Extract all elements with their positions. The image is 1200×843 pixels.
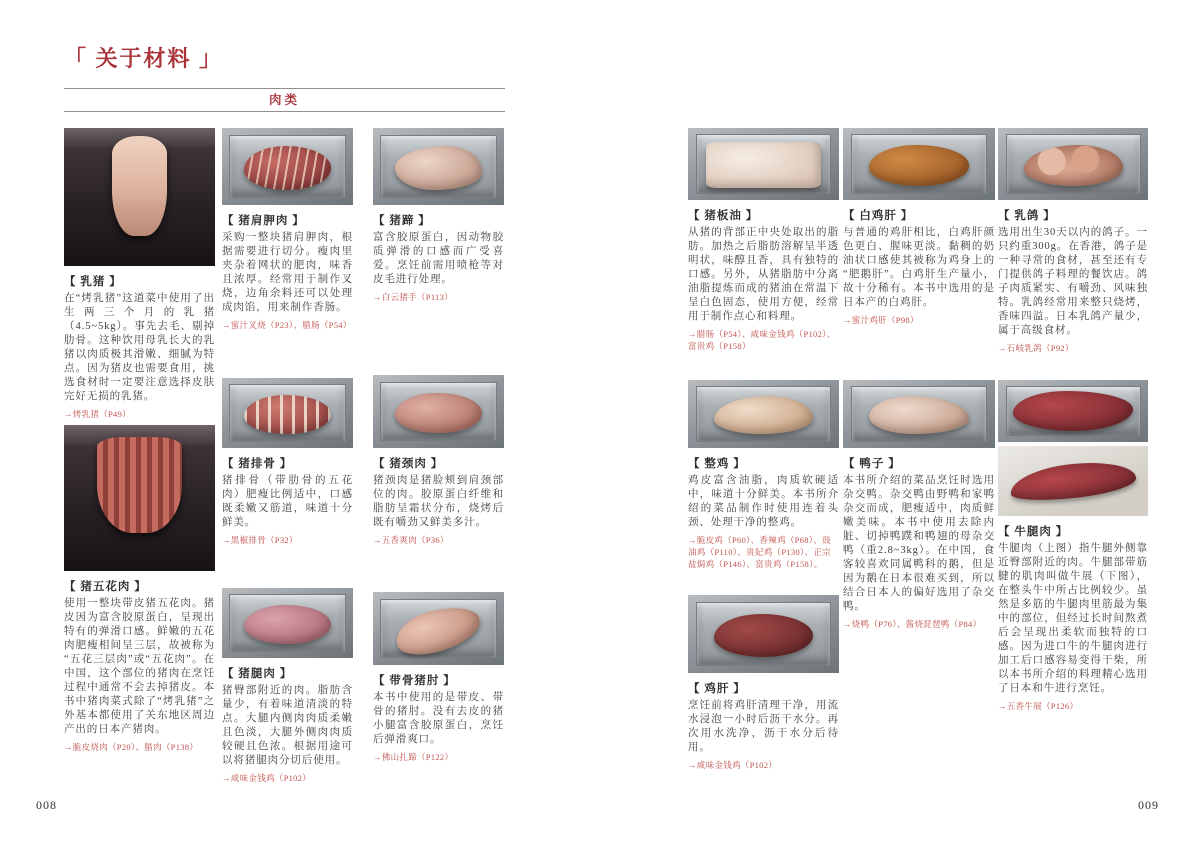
item-whole-chicken — [688, 380, 839, 595]
item-cross-reference: →蜜汁鸡肝（P98） — [843, 315, 919, 325]
photo-squabs — [998, 128, 1148, 200]
item-title: 【 猪排骨 】 — [222, 458, 293, 470]
photo-pork-leg — [222, 588, 353, 658]
item-squab — [998, 128, 1148, 380]
page-number-left: 008 — [36, 798, 57, 812]
item-cross-reference: →腊肠（P54）、咸味金钱鸡（P102）、富贵鸡（P158） — [688, 329, 836, 351]
page-title: 「 关于材料 」 — [64, 46, 224, 71]
item-title: 【 白鸡肝 】 — [843, 210, 914, 222]
item-cross-reference: →黑椒排骨（P32） — [222, 535, 298, 545]
item-title: 【 整鸡 】 — [688, 458, 746, 470]
item-body: 猪排骨（带肋骨的五花肉）肥瘦比例适中，口感既柔嫩又筋道，味道十分鲜美。 — [222, 475, 353, 528]
page-number-right: 009 — [1138, 798, 1159, 812]
photo-chicken-liver — [688, 595, 839, 673]
item-body: 在“烤乳猪”这道菜中使用了出生两三个月的乳猪（4.5~5kg）。事先去毛、剔掉肋骨。这种饮用母乳长大的乳猪以肉质极其滑嫩、细腻为特点。因为猪皮也需要食用，挑选食材时一定要注意选择皮肤完好无损的乳猪。 — [64, 293, 215, 402]
item-cross-reference: →石岐乳鸽（P92） — [998, 343, 1074, 353]
section-label: 肉类 — [268, 93, 300, 107]
item-body: 与普通的鸡肝相比，白鸡肝颜色更白、腥味更淡。黏稠的奶油状口感使其被称为鸡身上的“肥鹅肝”。白鸡肝生产量小，故十分稀有。本书中选用的是日本产的白鸡肝。 — [843, 227, 995, 308]
photo-pork-leaf-fat — [688, 128, 839, 200]
item-body: 选用出生30天以内的鸽子。一只约重300g。在香港，鸽子是一种寻常的食材，甚至还有专门提供鸽子料理的餐饮店。鸽子肉质紧实、有嚼劲、风味独特。乳鸽经常用来整只烧烤，香味四溢。日本乳鸽产量少，属于高级食材。 — [998, 227, 1148, 336]
photo-whole-chicken — [688, 380, 839, 448]
item-cross-reference: →咸味金钱鸡（P102） — [688, 760, 778, 770]
item-beef-round — [998, 380, 1148, 712]
photo-suckling-pig — [64, 128, 215, 266]
item-pork-shoulder — [222, 128, 353, 378]
item-pork-knuckle — [373, 592, 504, 763]
photo-pork-ribs — [222, 378, 353, 448]
item-title: 【 鸡肝 】 — [688, 683, 746, 695]
right-page-column-3 — [998, 128, 1148, 712]
photo-pork-trotters — [373, 128, 504, 205]
item-pork-neck — [373, 375, 504, 592]
item-title: 【 牛腿肉 】 — [998, 526, 1069, 538]
item-cross-reference: →烧鸭（P76）、酱烧琵琶鸭（P84） — [843, 619, 982, 629]
item-title: 【 猪颈肉 】 — [373, 458, 444, 470]
item-body: 富含胶原蛋白，因动物胶质弹滑的口感而广受喜爱。烹饪前需用喷枪等对皮毛进行处理。 — [373, 232, 504, 285]
item-title: 【 猪板油 】 — [688, 210, 759, 222]
item-body: 鸡皮富含油脂，肉质软硬适中，味道十分鲜美。本书所介绍的菜品制作时使用连着头颈、处理干净的整鸡。 — [688, 475, 839, 528]
item-duck — [843, 380, 995, 630]
item-cross-reference: →白云猪手（P113） — [373, 292, 453, 302]
item-cross-reference: →蜜汁叉烧（P23）、腊肠（P54） — [222, 320, 352, 330]
photo-pork-shoulder — [222, 128, 353, 205]
right-page-column-1 — [688, 128, 839, 771]
photo-pork-neck — [373, 375, 504, 448]
item-title: 【 猪腿肉 】 — [222, 668, 293, 680]
photo-beef-shank — [998, 446, 1148, 516]
photo-pork-knuckle — [373, 592, 504, 665]
item-title: 【 猪五花肉 】 — [64, 581, 147, 593]
item-body: 使用一整块带皮猪五花肉。猪皮因为富含胶原蛋白，呈现出特有的弹滑口感。鲜嫩的五花肉肥瘦相间呈三层，故被称为“五花三层肉”或“五花肉”。在中国，这个部位的猪肉在烹饪过程中通常不会去掉猪皮。本书中猪肉菜式除了“烤乳猪”之外基本都使用了关东地区周边产出的日本产猪肉。 — [64, 598, 215, 735]
item-title: 【 乳鸽 】 — [998, 210, 1056, 222]
right-page-column-2 — [843, 128, 995, 630]
item-body: 猪颈肉是猪脸颊到肩颈部位的肉。胶原蛋白纤维和脂肪呈霜状分布，烧烤后既有嚼劲又鲜美多汁。 — [373, 475, 504, 528]
photo-hanging-ribs — [64, 425, 215, 571]
item-body: 烹饪前将鸡肝清理干净，用流水浸泡一小时后沥干水分。再次用水洗净，沥干水分后待用。 — [688, 700, 839, 753]
item-body: 采购一整块猪肩胛肉，根据需要进行切分。瘦肉里夹杂着网状的肥肉，味香且浓厚。经常用于制作叉烧，边角余料还可以处理成肉馅，用来制作香肠。 — [222, 232, 353, 313]
item-white-chicken-liver — [843, 128, 995, 380]
left-page-column-1 — [64, 128, 215, 753]
photo-duck — [843, 380, 995, 448]
item-body: 从猪的背部正中央处取出的脂肪。加热之后脂肪溶解呈半透明状，味醇且香，具有独特的口感。另外，从猪脂肪中分离油脂提炼而成的猪油在常温下呈白色固态，使用方便，经常用于制作点心和料理。 — [688, 227, 839, 322]
item-title: 【 猪肩胛肉 】 — [222, 215, 305, 227]
item-cross-reference: →脆皮烧肉（P20）、腊肉（P138） — [64, 742, 199, 752]
item-cross-reference: →烤乳猪（P49） — [64, 409, 131, 419]
left-page-column-2 — [222, 128, 353, 784]
item-cross-reference: →佛山扎蹄（P122） — [373, 752, 454, 762]
item-title: 【 猪蹄 】 — [373, 215, 431, 227]
photo-beef-round — [998, 380, 1148, 442]
photo-white-chicken-liver — [843, 128, 995, 200]
item-body: 本书中使用的是带皮、带骨的猪肘。没有去皮的猪小腿富含胶原蛋白，烹饪后弹滑爽口。 — [373, 692, 504, 745]
item-pork-belly — [64, 425, 215, 753]
item-pork-leaf-fat — [688, 128, 839, 380]
item-pork-trotters — [373, 128, 504, 375]
item-pork-ribs — [222, 378, 353, 588]
item-cross-reference: →咸味金钱鸡（P102） — [222, 773, 312, 783]
item-cross-reference: →脆皮鸡（P60）、香辣鸡（P68）、豉油鸡（P110）、贵妃鸡（P130）、正宗盐焗鸡（P146）、富贵鸡（P158）。 — [688, 535, 831, 569]
item-title: 【 乳猪 】 — [64, 276, 122, 288]
section-band — [64, 88, 505, 112]
item-chicken-liver — [688, 595, 839, 771]
item-body: 本书所介绍的菜品烹饪时选用杂交鸭。杂交鸭由野鸭和家鸭杂交而成，肥瘦适中，肉质鲜嫩美味。本书中使用去除内脏、切掉鸭蹼和鸭翅的母杂交鸭（重2.8~3kg）。在中国，食客较喜欢同属鸭科的鹅，但是因为鹅在日本很难买到，所以结合日本人的偏好选用了杂交鸭。 — [843, 475, 995, 612]
item-body: 牛腿肉（上图）指牛腿外侧靠近臀部附近的肉。牛腿部带筋腱的肌肉叫做牛展（下图），在整头牛中所占比例较少。虽然是多筋的牛腿肉里筋最为集中的部位，但经过长时间熬煮后会呈现出柔软而独特的口感。因为进口牛的牛腿肉进行加工后口感容易变得干柴，所以本书所介绍的料理精心选用了日本和牛进行烹饪。 — [998, 543, 1148, 694]
item-body: 猪臀部附近的肉。脂肪含量少，有着味道清淡的特点。大腿内侧肉肉质柔嫩且色淡，大腿外侧肉肉质较硬且色浓。根据用途可以将猪腿肉分切后使用。 — [222, 685, 353, 766]
item-title: 【 带骨猪肘 】 — [373, 675, 456, 687]
item-cross-reference: →五香爽肉（P36） — [373, 535, 449, 545]
left-page-column-3 — [373, 128, 504, 763]
item-pork-leg — [222, 588, 353, 784]
item-title: 【 鸭子 】 — [843, 458, 901, 470]
item-suckling-pig — [64, 128, 215, 425]
item-cross-reference: →五香牛展（P126） — [998, 701, 1079, 711]
